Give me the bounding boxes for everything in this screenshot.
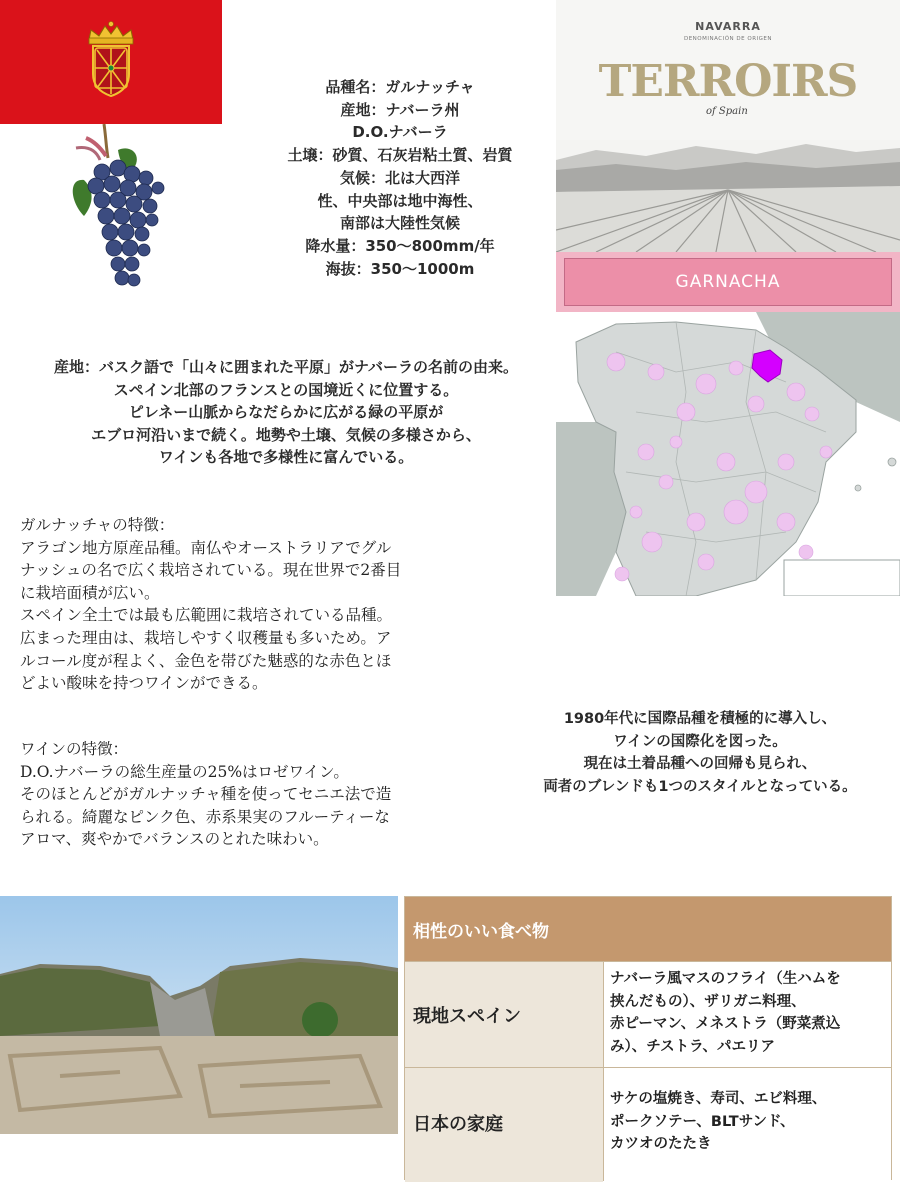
food-item-line: ポークソテー、BLTサンド、: [610, 1113, 795, 1130]
origin-line: 産地：バスク語で「山々に囲まれた平原」がナバーラの名前の由来。: [53, 358, 519, 376]
spec-altitude: 海抜：350〜1000m: [325, 259, 475, 278]
grape-features-line: ルコール度が程よく、金色を帯びた魅惑的な赤色とほ: [20, 651, 392, 670]
food-item-line: 挟んだもの）、ザリガニ料理、: [610, 993, 806, 1010]
food-row-label-cell: [405, 961, 603, 1068]
spec-climate: 気候：北は大西洋: [339, 168, 460, 187]
food-item-line: み）、チストラ、パエリア: [610, 1038, 776, 1055]
food-row-label-spain: 現地スペイン: [413, 1006, 521, 1027]
spain-map: [556, 312, 900, 596]
spec-climate-3: 南部は大陸性気候: [339, 214, 460, 233]
grape-features-line: アラゴン地方原産品種。南仏やオーストラリアでグル: [20, 538, 392, 557]
grape-features-line: どよい酸味を持つワインができる。: [20, 674, 268, 693]
denomination-text: DENOMINACIÓN DE ORIGEN: [683, 36, 773, 42]
food-row-items-cell: [603, 1067, 891, 1181]
spec-rainfall: 降水量：350〜800mm/年: [305, 236, 495, 255]
origin-line: ピレネー山脈からなだらかに広がる緑の平原が: [128, 403, 444, 421]
history-note-line: 現在は土着品種への回帰も見られ、: [583, 756, 817, 773]
region-name: NAVARRA: [695, 20, 761, 33]
food-item-line: サケの塩焼き、寿司、エビ料理、: [610, 1091, 827, 1107]
spec-climate-2: 性、中央部は地中海性、: [317, 191, 483, 210]
grape-features-heading: ガルナッチャの特徴：: [20, 516, 175, 534]
food-pairing-table: [404, 896, 892, 1180]
food-item-line: ナバーラ風マスのフライ（生ハムを: [610, 971, 841, 987]
brand-subtitle: of Spain: [706, 106, 748, 117]
origin-line: エブロ河沿いまで続く。地勢や土壌、気候の多様さから、: [91, 425, 481, 444]
spec-soil: 土壌：砂質、石灰岩粘土質、岩質: [287, 146, 513, 165]
history-note-line: 1980年代に国際品種を積極的に導入し、: [563, 711, 837, 727]
spec-do: D.O.ナバーラ: [352, 123, 448, 142]
brand-logo: TERROIRS: [598, 56, 858, 107]
wine-features-line: アロマ、爽やかでバランスのとれた味わい。: [20, 830, 329, 849]
history-note-line: ワインの国際化を図った。: [613, 733, 787, 750]
grape-cluster-icon: [66, 120, 176, 300]
spec-region: 産地：ナバーラ州: [340, 100, 460, 119]
spec-variety: 品種名：ガルナッチャ: [325, 78, 475, 96]
history-note-line: 両者のブレンドも1つのスタイルとなっている。: [543, 779, 857, 796]
food-item-line: カツオのたたき: [610, 1136, 712, 1152]
spain-region-map-icon: [556, 312, 900, 596]
variety-label: GARNACHA: [564, 258, 892, 306]
food-table-header: [405, 897, 891, 961]
wine-features-heading: ワインの特徴：: [20, 740, 129, 758]
grape-illustration: [66, 120, 176, 300]
origin-paragraph: [14, 356, 558, 469]
food-row-label-cell: [405, 1067, 603, 1182]
canyon-ruins-photo-icon: [0, 896, 398, 1134]
navarra-landscape-photo: [0, 896, 398, 1134]
terroirs-label-panel: [556, 0, 900, 312]
grape-features-line: 広まった理由は、栽培しやすく収穫量も多いため。ア: [20, 628, 392, 647]
grape-features-line: ナッシュの名で広く栽培されている。現在世界で2番目: [20, 561, 402, 580]
food-table-title: 相性のいい食べ物: [413, 922, 549, 942]
food-row-label-japan: 日本の家庭: [413, 1114, 503, 1135]
wine-specs: [262, 76, 538, 280]
wine-features-paragraph: [20, 738, 500, 851]
navarra-coat-of-arms-icon: [0, 0, 222, 124]
wine-features-line: D.O.ナバーラの総生産量の25%はロゼワイン。: [20, 762, 349, 781]
food-row-items-cell: [603, 961, 891, 1067]
wine-features-line: られる。綺麗なピンク色、赤系果実のフルーティーな: [20, 807, 390, 826]
grape-features-paragraph: [20, 514, 500, 695]
origin-line: ワインも各地で多様性に富んでいる。: [158, 448, 414, 466]
vineyard-landscape-illustration: [556, 140, 900, 252]
origin-line: スペイン北部のフランスとの国境近くに位置する。: [113, 380, 459, 399]
variety-band: [556, 252, 900, 312]
grape-features-line: スペイン全土では最も広範囲に栽培されている品種。: [20, 606, 393, 625]
navarra-flag: [0, 0, 222, 124]
history-note: [518, 708, 882, 799]
wine-features-line: そのほとんどがガルナッチャ種を使ってセニエ法で造: [20, 785, 392, 804]
food-item-line: 赤ピーマン、メネストラ（野菜煮込: [610, 1016, 841, 1032]
grape-features-line: に栽培面積が広い。: [20, 583, 160, 602]
